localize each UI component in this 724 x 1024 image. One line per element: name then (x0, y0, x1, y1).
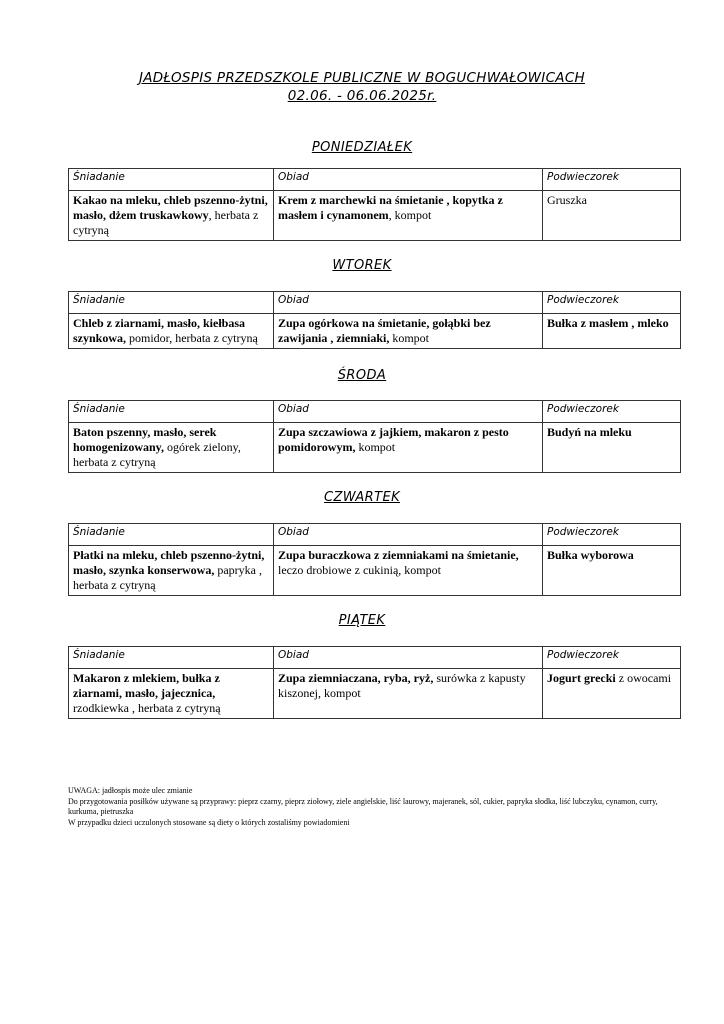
menu-title: JADŁOSPIS PRZEDSZKOLE PUBLICZNE W BOGUCHWAŁOWICACH (138, 70, 586, 86)
menu-table-monday (68, 168, 681, 241)
breakfast-main: Chleb z ziarnami, masło, kiełbasa szynkowa, (73, 316, 246, 345)
column-header-breakfast: Śniadanie (69, 647, 274, 669)
note-menu-may-change: UWAGA: jadłospis może ulec zmianie (68, 786, 193, 795)
column-header-snack: Podwieczorek (543, 401, 681, 423)
breakfast-extras: ogórek zielony, herbata z cytryną (73, 440, 241, 469)
column-header-breakfast: Śniadanie (69, 292, 274, 314)
breakfast-cell (69, 314, 274, 349)
lunch-cell (274, 546, 543, 596)
breakfast-main: Baton pszenny, masło, serek homogenizowany, (73, 425, 217, 454)
note-spices: Do przygotowania posiłków używane są przyprawy: pieprz czarny, pieprz ziołowy, ziele angielskie, liść laurowy, majeranek, sól, cukier, papryka słodka, liść lubczyku, cynamon, curry, kurkuma, pietruszka (68, 796, 658, 816)
snack-main: Jogurt grecki (547, 671, 616, 685)
day-heading-friday: PIĄTEK (338, 613, 386, 628)
breakfast-main: Kakao na mleku, chleb pszenno-żytni, masło, dżem truskawkowy (73, 193, 268, 222)
table-row (69, 423, 681, 473)
menu-table-wednesday (68, 400, 681, 473)
snack-main: Bułka wyborowa (547, 548, 634, 562)
breakfast-extras: , herbata z cytryną (73, 208, 259, 237)
lunch-extras: leczo drobiowe z cukinią, kompot (278, 563, 441, 577)
snack-cell (543, 669, 681, 719)
lunch-cell (274, 423, 543, 473)
column-header-breakfast: Śniadanie (69, 401, 274, 423)
table-header-row (69, 292, 681, 314)
lunch-cell (274, 191, 543, 241)
snack-cell (543, 191, 681, 241)
column-header-lunch: Obiad (274, 401, 543, 423)
column-header-breakfast: Śniadanie (69, 524, 274, 546)
column-header-snack: Podwieczorek (543, 524, 681, 546)
table-header-row (69, 524, 681, 546)
snack-main: Budyń na mleku (547, 425, 632, 439)
lunch-extras: kompot (355, 440, 396, 454)
snack-extras: z owocami (615, 671, 672, 685)
lunch-cell (274, 314, 543, 349)
breakfast-extras: papryka , herbata z cytryną (73, 563, 263, 592)
table-row (69, 314, 681, 349)
lunch-main: Zupa ogórkowa na śmietanie, gołąbki bez zawijania , ziemniaki, (278, 316, 491, 345)
lunch-extras: , kompot (388, 208, 432, 222)
column-header-lunch: Obiad (274, 169, 543, 191)
table-header-row (69, 401, 681, 423)
column-header-snack: Podwieczorek (543, 292, 681, 314)
day-heading-tuesday: WTOREK (332, 258, 392, 273)
lunch-main: Zupa ziemniaczana, ryba, ryż, (278, 671, 434, 685)
breakfast-main: Płatki na mleku, chleb pszenno-żytni, masło, szynka konserwowa, (73, 548, 265, 577)
lunch-extras: surówka z kapusty kiszonej, kompot (278, 671, 526, 700)
footer-notes (68, 786, 658, 828)
day-heading-thursday: CZWARTEK (324, 490, 400, 505)
column-header-snack: Podwieczorek (543, 169, 681, 191)
breakfast-cell (69, 423, 274, 473)
note-allergies: W przypadku dzieci uczulonych stosowane są diety o których zostaliśmy powiadomieni (68, 817, 350, 827)
breakfast-main: Makaron z mlekiem, bułka z ziarnami, masło, jajecznica, (73, 671, 220, 700)
column-header-lunch: Obiad (274, 292, 543, 314)
day-heading-wednesday: ŚRODA (337, 368, 387, 383)
snack-cell (543, 423, 681, 473)
lunch-main: Zupa buraczkowa z ziemniakami na śmietanie, (278, 548, 519, 562)
breakfast-extras: rzodkiewka , herbata z cytryną (73, 701, 221, 715)
column-header-breakfast: Śniadanie (69, 169, 274, 191)
menu-table-thursday (68, 523, 681, 596)
snack-cell (543, 546, 681, 596)
table-row (69, 669, 681, 719)
snack-main: Bułka z masłem , mleko (547, 316, 669, 330)
breakfast-cell (69, 191, 274, 241)
breakfast-cell (69, 669, 274, 719)
column-header-lunch: Obiad (274, 647, 543, 669)
table-header-row (69, 647, 681, 669)
snack-extras: Gruszka (547, 193, 587, 207)
menu-date-range: 02.06. - 06.06.2025r. (287, 88, 437, 104)
day-heading-monday: PONIEDZIAŁEK (311, 140, 413, 155)
lunch-main: Krem z marchewki na śmietanie , kopytka z masłem i cynamonem (278, 193, 503, 222)
snack-cell (543, 314, 681, 349)
table-row (69, 191, 681, 241)
lunch-main: Zupa szczawiowa z jajkiem, makaron z pesto pomidorowym, (278, 425, 509, 454)
column-header-snack: Podwieczorek (543, 647, 681, 669)
column-header-lunch: Obiad (274, 524, 543, 546)
table-header-row (69, 169, 681, 191)
table-row (69, 546, 681, 596)
lunch-extras: kompot (389, 331, 429, 345)
breakfast-extras: pomidor, herbata z cytryną (126, 331, 258, 345)
menu-table-tuesday (68, 291, 681, 349)
breakfast-cell (69, 546, 274, 596)
menu-table-friday (68, 646, 681, 719)
lunch-cell (274, 669, 543, 719)
